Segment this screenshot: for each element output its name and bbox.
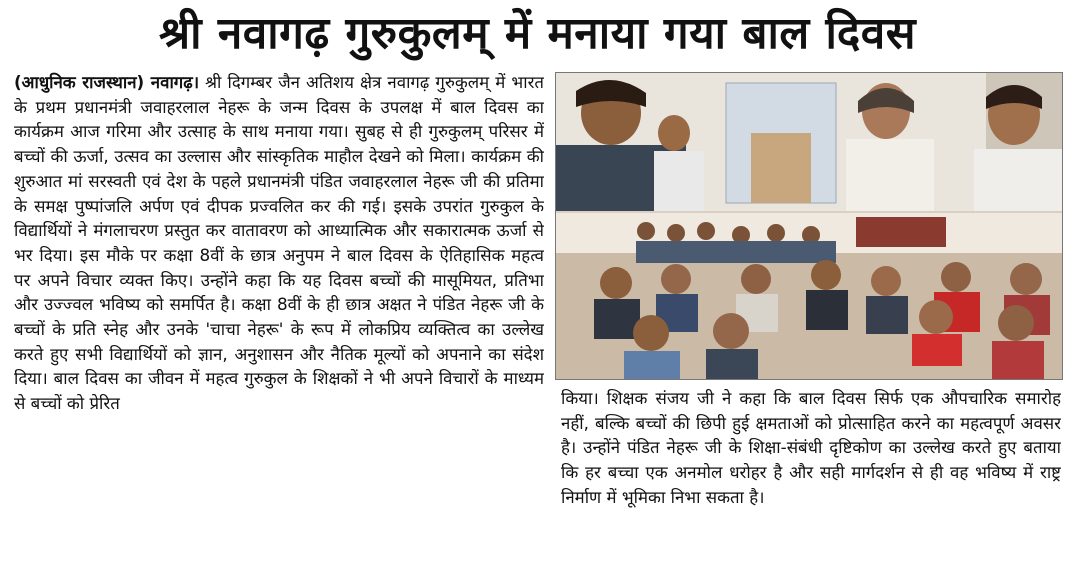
row-students-back [636, 241, 836, 263]
photo-ceremony [556, 73, 1062, 211]
photo-students [556, 213, 1062, 379]
dateline: (आधुनिक राजस्थान) नवागढ़। [14, 72, 200, 92]
page-title: श्री नवागढ़ गुरुकुलम् में मनाया गया बाल दिवस [159, 8, 916, 59]
article-paragraph [14, 70, 544, 416]
news-photo [555, 72, 1063, 380]
article-column-left [14, 70, 544, 566]
article-body-right: किया। शिक्षक संजय जी ने कहा कि बाल दिवस सिर्फ एक औपचारिक समारोह नहीं, बल्कि बच्चों की छिपी हुई क्षमताओं को प्रोत्साहित करने का महत्वपूर्ण अवसर है। उन्होंने पंडित नेहरू जी के शिक्षा-संबंधी दृष्टिकोण का उल्लेख करते हुए बताया कि हर बच्चा एक अनमोल धरोहर है और सही मार्गदर्शन से ही वह भविष्य में राष्ट्र निर्माण में भूमिका निभा सकता है। [561, 388, 1061, 507]
article-column-right [561, 386, 1061, 566]
article-body-left: श्री दिगम्बर जैन अतिशय क्षेत्र नवागढ़ गुरुकुलम् में भारत के प्रथम प्रधानमंत्री जवाहरलाल नेहरू के जन्म दिवस के उपलक्ष में बाल दिवस का कार्यक्रम आज गरिमा और उत्साह के साथ मनाया गया। सुबह से ही गुरुकुलम् परिसर में बच्चों की ऊर्जा, उत्सव का उल्लास और सांस्कृतिक माहौल देखने को मिला। कार्यक्रम की शुरुआत मां सरस्वती एवं देश के पहले प्रधानमंत्री पंडित जवाहरलाल नेहरू जी की प्रतिमा के समक्ष पुष्पांजलि अर्पण एवं दीपक प्रज्वलित कर की गई। इसके उपरांत गुरुकुल के विद्यार्थियों ने मंगलाचरण प्रस्तुत कर वातावरण को आध्यात्मिक और सकारात्मक ऊर्जा से भर दिया। इस मौके पर कक्षा 8वीं के छात्र अनुपम ने बाल दिवस के ऐतिहासिक महत्व पर अपने विचार व्यक्त किए। उन्होंने कहा कि यह दिवस बच्चों की मासूमियत, प्रतिभा और उज्ज्वल भविष्य को समर्पित है। कक्षा 8वीं के ही छात्र अक्षत ने पंडित नेहरू जी के बच्चों के प्रति स्नेह और उनके 'चाचा नेहरू' के रूप में लोकप्रिय व्यक्तित्व का उल्लेख करते हुए सभी विद्यार्थियों को ज्ञान, अनुशासन और नैतिक मूल्यों को अपनाने का संदेश दिया। बाल दिवस का जीवन में महत्व गुरुकुल के शिक्षकों ने भी अपने विचारों के माध्यम से बच्चों को प्रेरित [14, 72, 544, 414]
